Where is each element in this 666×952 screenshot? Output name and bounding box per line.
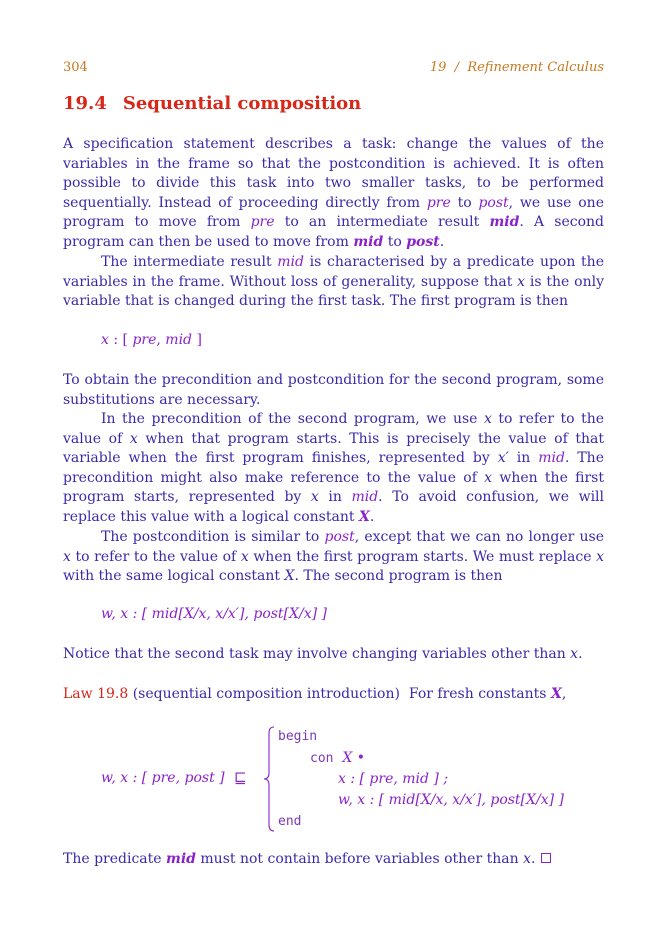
running-header — [430, 60, 604, 75]
chapter-number: 19 — [429, 60, 447, 75]
qed-box — [541, 853, 551, 863]
left-brace — [263, 726, 275, 832]
paragraph-precondition: In the precondition of the second program, we use x to refer to the value of x when that program starts. This is precisely the value of that variable when the first program finishes, represented by x′ in mid. The precondition might also make reference to the value of x when the first program starts, represented by x in mid. To avoid confusion, we will replace this value with a logical constant X. — [63, 411, 605, 525]
section-number: 19.4 — [63, 93, 107, 114]
law-name: (sequential composition introduction) — [132, 686, 400, 702]
paragraph-notice: Notice that the second task may involve changing variables other than x. — [63, 646, 583, 662]
paragraph-postcondition: The postcondition is similar to post, except that we can no longer use x to refer to the value of x when the first program starts. We must replace x with the same logical constant X. The second program is then — [63, 529, 604, 585]
law-label: Law 19.8 — [63, 686, 129, 702]
chapter-title: Refinement Calculus — [467, 60, 604, 75]
law-heading: Law 19.8 (sequential composition introduction) For fresh constants X, — [63, 686, 567, 702]
law-statement-1: x : [ pre, mid ] ; — [338, 771, 449, 787]
end-keyword: end — [278, 814, 302, 829]
first-program: x : [ pre, mid ] — [101, 332, 202, 348]
paragraph-predicate: The predicate mid must not contain before variables other than x. — [63, 850, 604, 870]
page-number: 304 — [63, 60, 88, 75]
header-separator: / — [454, 60, 460, 75]
section-title: Sequential composition — [122, 93, 362, 114]
begin-keyword: begin — [278, 729, 318, 744]
paragraph-substitutions: To obtain the precondition and postcondition for the second program, some substitutions are necessary. — [63, 372, 604, 408]
law-lhs: w, x : [ pre, post ] — [101, 770, 225, 786]
refines-symbol: ⊑ — [234, 769, 247, 787]
paragraph-intermediate: The intermediate result mid is characterised by a predicate upon the variables in the frame. Without loss of generality, suppose that x is the only variable that is changed during the first task. The first program is then — [63, 254, 604, 310]
con-declaration: con X • — [310, 750, 366, 766]
second-program: w, x : [ mid[X/x, x/x′], post[X/x] ] — [101, 606, 327, 622]
paragraph-intro: A specification statement describes a task: change the values of the variables in the frame so that the postcondition is achieved. It is often possible to divide this task into two smaller tasks, to be performed sequentially. Instead of proceeding directly from pre to post, we use one program to move from pre to an intermediate result mid. A second program can then be used to move from mid to post. — [63, 136, 604, 250]
law-statement-2: w, x : [ mid[X/x, x/x′], post[X/x] ] — [338, 792, 564, 808]
section-heading — [63, 93, 361, 114]
